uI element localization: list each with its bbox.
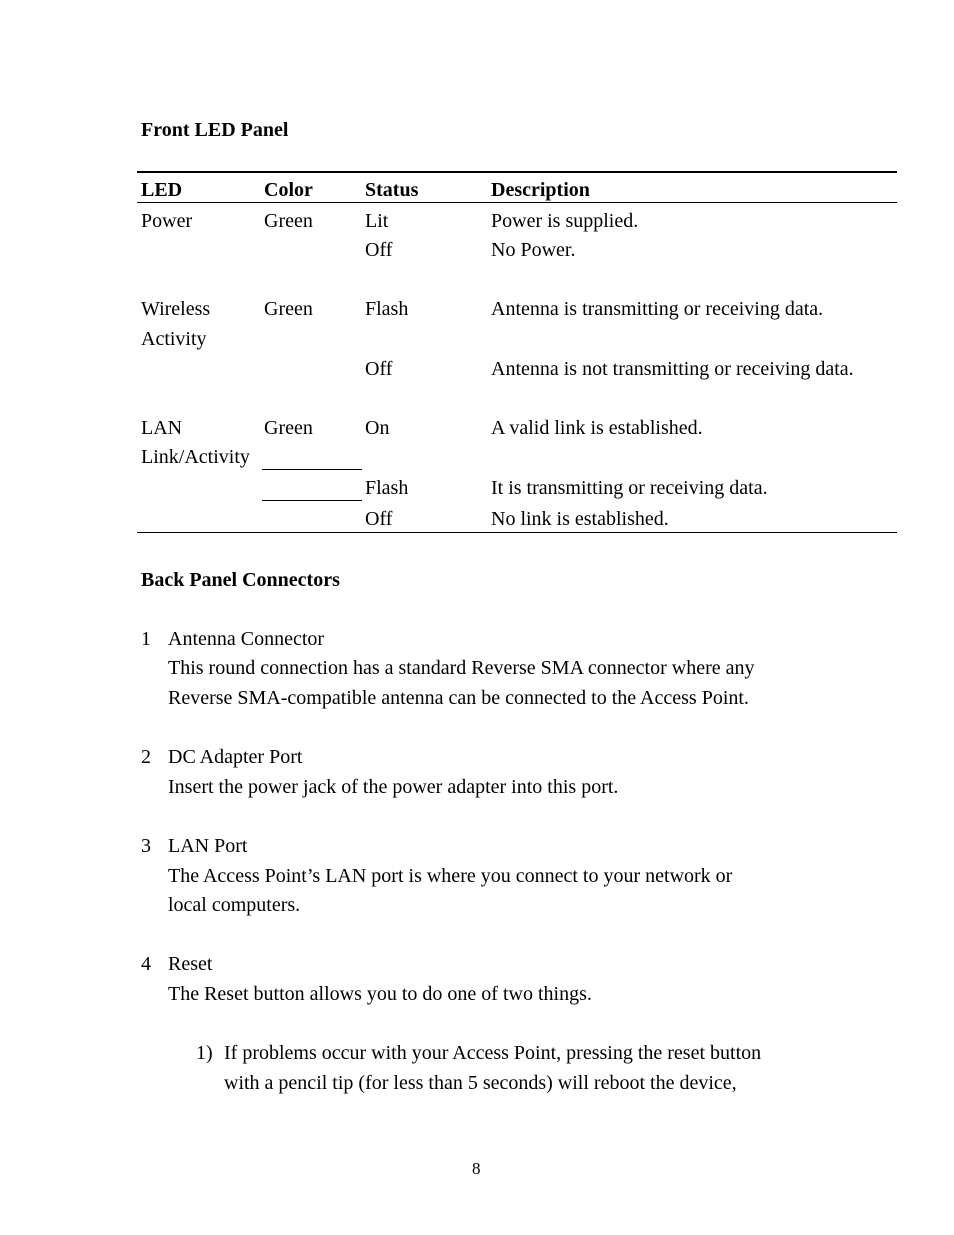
section-heading-back-panel: Back Panel Connectors bbox=[141, 569, 340, 591]
list-item-title: Reset bbox=[168, 953, 213, 975]
led-status: Off bbox=[365, 239, 393, 261]
list-item-text: The Access Point’s LAN port is where you connect to your network or bbox=[168, 865, 733, 887]
column-header-led: LED bbox=[141, 179, 183, 201]
led-name-wireless: Wireless bbox=[141, 298, 211, 320]
list-item-text: The Reset button allows you to do one of two things. bbox=[168, 983, 592, 1005]
list-item-text: Insert the power jack of the power adapter into this port. bbox=[168, 776, 619, 798]
list-item-text: This round connection has a standard Reverse SMA connector where any bbox=[168, 657, 755, 679]
header-rule bbox=[137, 202, 897, 203]
list-item-title: Antenna Connector bbox=[168, 628, 325, 650]
list-item-number: 4 bbox=[141, 953, 151, 975]
table-bottom-rule bbox=[137, 532, 897, 533]
table-top-rule bbox=[137, 171, 897, 173]
led-description: No Power. bbox=[491, 239, 576, 261]
led-status: Off bbox=[365, 508, 393, 530]
led-status: On bbox=[365, 417, 390, 439]
led-name-lan: LAN bbox=[141, 417, 183, 439]
list-item-number: 1 bbox=[141, 628, 151, 650]
led-description: A valid link is established. bbox=[491, 417, 703, 439]
list-item-title: DC Adapter Port bbox=[168, 746, 303, 768]
led-description: Antenna is not transmitting or receiving data. bbox=[491, 358, 854, 380]
led-description: Antenna is transmitting or receiving data. bbox=[491, 298, 824, 320]
list-item-text: Reverse SMA-compatible antenna can be connected to the Access Point. bbox=[168, 687, 749, 709]
list-item-text: local computers. bbox=[168, 894, 301, 916]
led-description: No link is established. bbox=[491, 508, 669, 530]
list-item-title: LAN Port bbox=[168, 835, 248, 857]
page-number: 8 bbox=[472, 1159, 481, 1178]
led-status: Flash bbox=[365, 298, 409, 320]
list-item-number: 2 bbox=[141, 746, 151, 768]
list-item-number: 3 bbox=[141, 835, 151, 857]
led-status: Flash bbox=[365, 477, 409, 499]
led-color: Green bbox=[264, 298, 313, 320]
led-color: Green bbox=[264, 417, 313, 439]
sub-item-text: If problems occur with your Access Point, pressing the reset button bbox=[224, 1042, 762, 1064]
led-name-power: Power bbox=[141, 210, 193, 232]
led-description: Power is supplied. bbox=[491, 210, 639, 232]
sub-item-marker: 1) bbox=[196, 1042, 213, 1064]
column-header-color: Color bbox=[264, 179, 313, 201]
sub-item-text: with a pencil tip (for less than 5 seconds) will reboot the device, bbox=[224, 1072, 737, 1094]
led-name-lan: Link/Activity bbox=[141, 446, 250, 468]
cell-underline bbox=[262, 500, 362, 501]
cell-underline bbox=[262, 469, 362, 470]
section-heading-front-led-panel: Front LED Panel bbox=[141, 119, 289, 141]
led-status: Off bbox=[365, 358, 393, 380]
column-header-description: Description bbox=[491, 179, 590, 201]
column-header-status: Status bbox=[365, 179, 419, 201]
led-status: Lit bbox=[365, 210, 389, 232]
led-color: Green bbox=[264, 210, 313, 232]
led-name-wireless: Activity bbox=[141, 328, 207, 350]
led-description: It is transmitting or receiving data. bbox=[491, 477, 768, 499]
